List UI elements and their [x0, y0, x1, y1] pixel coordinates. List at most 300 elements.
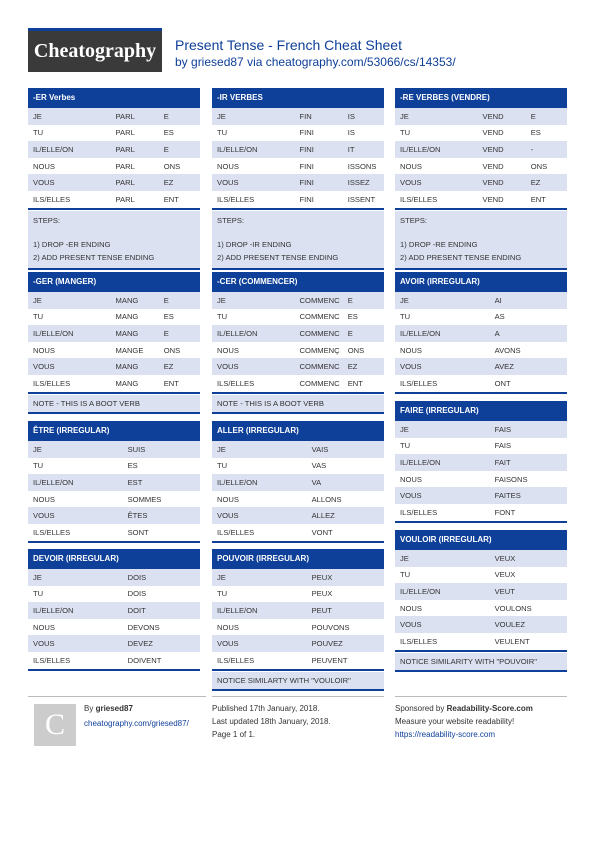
table-row [28, 141, 200, 158]
table-row [212, 325, 384, 342]
table-cell: E [343, 292, 384, 309]
table-cell: EST [123, 474, 200, 491]
table-cell: ENT [159, 191, 200, 208]
table-cell: VEND [478, 191, 526, 208]
table-cell: DEVONS [123, 619, 200, 636]
section-divider [28, 412, 200, 414]
table-cell: VOUS [212, 358, 295, 375]
section-divider [212, 541, 384, 543]
table-cell: E [159, 108, 200, 125]
table-row [28, 474, 200, 491]
table-cell: IT [343, 141, 384, 158]
table-cell: FAISONS [490, 471, 567, 488]
conjugation-table [28, 569, 200, 669]
conjugation-table [395, 550, 567, 650]
table-cell: COMMENC [295, 375, 343, 392]
table-cell: JE [395, 292, 490, 309]
table-row [212, 309, 384, 326]
steps-block [212, 211, 384, 269]
table-row [28, 309, 200, 326]
table-cell: PARL [111, 125, 159, 142]
table-row [395, 292, 567, 309]
table-cell: ISSONS [343, 158, 384, 175]
table-cell: A [490, 325, 567, 342]
table-row [212, 441, 384, 458]
table-cell: VOUS [212, 635, 307, 652]
table-row [395, 550, 567, 567]
table-cell: ISSEZ [343, 174, 384, 191]
conjugation-table [212, 108, 384, 208]
footer-sponsor [395, 696, 567, 741]
table-cell: IL/ELLE/ON [212, 325, 295, 342]
section-divider [212, 689, 384, 691]
table-cell: ES [159, 125, 200, 142]
table-cell: ILS/ELLES [28, 375, 111, 392]
table-cell: ENT [526, 191, 567, 208]
table-row [28, 108, 200, 125]
table-cell: PEUVENT [307, 652, 384, 669]
table-cell: JE [212, 569, 307, 586]
table-row [212, 191, 384, 208]
table-row [395, 375, 567, 392]
table-cell: ONS [159, 158, 200, 175]
table-row [395, 583, 567, 600]
table-cell: FAIS [490, 438, 567, 455]
byline [175, 55, 456, 69]
table-cell: ILS/ELLES [212, 191, 295, 208]
table-cell: PEUX [307, 586, 384, 603]
section-title: -CER (COMMENCER) [212, 272, 384, 292]
table-cell: PARL [111, 174, 159, 191]
table-cell: AVONS [490, 342, 567, 359]
table-row [212, 292, 384, 309]
table-row [395, 158, 567, 175]
section-devoir [28, 549, 200, 671]
table-row [28, 652, 200, 669]
section-divider [395, 208, 567, 210]
table-row [28, 491, 200, 508]
section-divider [212, 412, 384, 414]
table-row [28, 325, 200, 342]
table-cell: ILS/ELLES [395, 191, 478, 208]
step-item: 2) ADD PRESENT TENSE ENDING [400, 252, 522, 262]
table-cell: IL/ELLE/ON [28, 325, 111, 342]
steps-heading: STEPS: [400, 215, 428, 225]
table-cell: ÊTES [123, 507, 200, 524]
table-cell: ONT [490, 375, 567, 392]
table-row [395, 504, 567, 521]
table-cell: VEND [478, 125, 526, 142]
table-row [212, 491, 384, 508]
table-row [28, 191, 200, 208]
section-divider [28, 541, 200, 543]
via-text: via [243, 55, 266, 69]
table-row [395, 141, 567, 158]
table-cell: COMMENC [295, 358, 343, 375]
table-cell: DOIVENT [123, 652, 200, 669]
section-divider [212, 268, 384, 270]
table-cell: IL/ELLE/ON [28, 602, 123, 619]
footer-author-link[interactable]: cheatography.com/griesed87/ [84, 719, 189, 728]
table-cell: VOUS [28, 635, 123, 652]
table-row [28, 441, 200, 458]
table-row [28, 524, 200, 541]
table-cell: DEVEZ [123, 635, 200, 652]
table-row [395, 108, 567, 125]
table-cell: FIN [295, 108, 343, 125]
table-cell: FINI [295, 158, 343, 175]
table-row [395, 487, 567, 504]
table-cell: VAIS [307, 441, 384, 458]
table-cell: POUVEZ [307, 635, 384, 652]
table-cell: TU [212, 586, 307, 603]
section-title: AVOIR (IRREGULAR) [395, 272, 567, 292]
table-cell: ENT [343, 375, 384, 392]
table-row [395, 471, 567, 488]
author-avatar[interactable]: C [34, 704, 76, 746]
table-cell: PEUX [307, 569, 384, 586]
table-cell: VOUS [212, 174, 295, 191]
step-item: 2) ADD PRESENT TENSE ENDING [33, 252, 155, 262]
section-title: VOULOIR (IRREGULAR) [395, 530, 567, 550]
section-faire [395, 401, 567, 523]
table-row [212, 108, 384, 125]
table-row [28, 174, 200, 191]
table-row [395, 438, 567, 455]
table-cell: PARL [111, 158, 159, 175]
table-cell: NOUS [395, 600, 490, 617]
table-row [28, 358, 200, 375]
table-row [395, 358, 567, 375]
table-cell: E [159, 141, 200, 158]
steps-block [395, 211, 567, 269]
table-cell: TU [28, 309, 111, 326]
table-cell: ALLEZ [307, 507, 384, 524]
table-cell: ILS/ELLES [212, 375, 295, 392]
table-cell: MANGE [111, 342, 159, 359]
table-cell: ES [526, 125, 567, 142]
section-divider [28, 268, 200, 270]
table-cell: ENT [159, 375, 200, 392]
table-cell: JE [28, 441, 123, 458]
table-row [395, 174, 567, 191]
table-cell: IL/ELLE/ON [395, 325, 490, 342]
table-cell: NOUS [395, 342, 490, 359]
table-row [212, 586, 384, 603]
table-cell: SUIS [123, 441, 200, 458]
section-divider [395, 670, 567, 672]
table-cell: IL/ELLE/ON [28, 474, 123, 491]
sponsor-link[interactable]: https://readability-score.com [395, 730, 496, 739]
footer-dates [212, 696, 384, 741]
table-row [212, 125, 384, 142]
table-cell: VOUS [395, 487, 490, 504]
table-cell: NOUS [212, 342, 295, 359]
conjugation-table [395, 292, 567, 392]
table-cell: VOUS [28, 358, 111, 375]
section-etre [28, 421, 200, 543]
table-row [395, 342, 567, 359]
table-cell: VONT [307, 524, 384, 541]
page-title: Present Tense - French Cheat Sheet [175, 37, 402, 53]
section-title: ÊTRE (IRREGULAR) [28, 421, 200, 441]
table-cell: NOUS [395, 158, 478, 175]
table-cell: FINI [295, 141, 343, 158]
table-cell: FINI [295, 174, 343, 191]
table-row [28, 619, 200, 636]
table-row [212, 474, 384, 491]
table-row [212, 141, 384, 158]
table-row [395, 633, 567, 650]
table-cell: TU [28, 125, 111, 142]
footer-author-name[interactable]: griesed87 [95, 704, 133, 713]
table-cell: TU [395, 125, 478, 142]
step-item: 1) DROP -ER ENDING [33, 240, 111, 250]
table-cell: IL/ELLE/ON [28, 141, 111, 158]
table-cell: FINI [295, 125, 343, 142]
conjugation-table [395, 108, 567, 208]
table-cell: FAIS [490, 421, 567, 438]
section-title: -GER (MANGER) [28, 272, 200, 292]
table-cell: VEUX [490, 567, 567, 584]
table-cell: ES [343, 309, 384, 326]
table-cell: SONT [123, 524, 200, 541]
by-prefix: by [175, 55, 192, 69]
table-cell: ONS [159, 342, 200, 359]
conjugation-table [212, 292, 384, 392]
table-cell: TU [212, 458, 307, 475]
table-cell: TU [212, 125, 295, 142]
section-vouloir [395, 530, 567, 672]
table-cell: VOUS [28, 507, 123, 524]
table-cell: POUVONS [307, 619, 384, 636]
section-title: -RE VERBES (VENDRE) [395, 88, 567, 108]
table-row [28, 342, 200, 359]
table-row [395, 191, 567, 208]
section-divider [395, 521, 567, 523]
table-cell: JE [28, 569, 123, 586]
section-title: -IR VERBES [212, 88, 384, 108]
table-cell: SOMMES [123, 491, 200, 508]
table-cell: NOUS [28, 158, 111, 175]
section-cer [212, 272, 384, 414]
sheet-url-link[interactable]: cheatography.com/53066/cs/14353/ [265, 55, 456, 69]
table-cell: ONS [526, 158, 567, 175]
table-cell: FAIT [490, 454, 567, 471]
section-ir-verbs [212, 88, 384, 270]
table-row [212, 174, 384, 191]
section-note: NOTE - THIS IS A BOOT VERB [28, 395, 200, 412]
table-cell: FAITES [490, 487, 567, 504]
conjugation-table [395, 421, 567, 521]
table-cell: ILS/ELLES [395, 633, 490, 650]
sponsor-name[interactable]: Readability-Score.com [446, 704, 533, 713]
table-cell: VOUS [395, 616, 490, 633]
table-cell: EZ [159, 174, 200, 191]
table-row [395, 309, 567, 326]
table-cell: VEND [478, 158, 526, 175]
step-item: 1) DROP -RE ENDING [400, 240, 478, 250]
footer-author [28, 696, 206, 730]
table-row [395, 567, 567, 584]
table-row [28, 507, 200, 524]
table-cell: MANG [111, 292, 159, 309]
section-divider [212, 208, 384, 210]
section-title: ALLER (IRREGULAR) [212, 421, 384, 441]
table-cell: ONS [343, 342, 384, 359]
table-cell: ILS/ELLES [395, 504, 490, 521]
table-cell: IL/ELLE/ON [395, 141, 478, 158]
table-cell: JE [28, 108, 111, 125]
table-cell: ES [123, 458, 200, 475]
table-cell: PARL [111, 108, 159, 125]
table-cell: JE [395, 108, 478, 125]
section-divider [28, 669, 200, 671]
steps-block [28, 211, 200, 269]
section-note: NOTICE SIMILARTY WITH "VOULOIR" [212, 672, 384, 689]
table-cell: VOUS [28, 174, 111, 191]
step-item: 2) ADD PRESENT TENSE ENDING [217, 252, 339, 262]
section-divider [28, 208, 200, 210]
table-row [395, 421, 567, 438]
section-divider [395, 392, 567, 394]
table-cell: MANG [111, 358, 159, 375]
table-row [212, 158, 384, 175]
table-cell: MANG [111, 375, 159, 392]
table-cell: AI [490, 292, 567, 309]
author-link[interactable]: griesed87 [191, 55, 244, 69]
table-cell: VOULONS [490, 600, 567, 617]
table-cell: - [526, 141, 567, 158]
table-cell: TU [212, 309, 295, 326]
table-cell: IL/ELLE/ON [395, 583, 490, 600]
conjugation-table [28, 441, 200, 541]
table-cell: AS [490, 309, 567, 326]
published-date: Published 17th January, 2018. [212, 704, 320, 713]
table-row [28, 158, 200, 175]
table-cell: FONT [490, 504, 567, 521]
page-number: Page 1 of 1. [212, 730, 256, 739]
section-ger [28, 272, 200, 414]
table-cell: JE [212, 108, 295, 125]
section-title: -ER Verbes [28, 88, 200, 108]
updated-date: Last updated 18th January, 2018. [212, 717, 331, 726]
sponsor-tagline: Measure your website readability! [395, 717, 515, 726]
cheatography-logo[interactable]: Cheatography [28, 28, 162, 72]
table-row [28, 602, 200, 619]
section-divider [212, 669, 384, 671]
table-row [28, 569, 200, 586]
conjugation-table [28, 292, 200, 392]
table-row [395, 325, 567, 342]
table-cell: TU [28, 586, 123, 603]
table-cell: TU [28, 458, 123, 475]
table-cell: COMMENÇ [295, 342, 343, 359]
table-cell: ILS/ELLES [212, 652, 307, 669]
table-cell: PARL [111, 141, 159, 158]
table-cell: VAS [307, 458, 384, 475]
sponsor-prefix: Sponsored by [395, 704, 447, 713]
section-divider [212, 392, 384, 394]
table-cell: AVEZ [490, 358, 567, 375]
table-row [28, 458, 200, 475]
table-cell: ILS/ELLES [212, 524, 307, 541]
table-row [28, 586, 200, 603]
section-divider [395, 268, 567, 270]
table-cell: ILS/ELLES [28, 652, 123, 669]
table-row [212, 524, 384, 541]
table-row [395, 600, 567, 617]
step-item: 1) DROP -IR ENDING [217, 240, 292, 250]
steps-heading: STEPS: [217, 215, 245, 225]
table-cell: COMMENC [295, 325, 343, 342]
table-cell: NOUS [28, 619, 123, 636]
table-cell: JE [395, 421, 490, 438]
table-row [212, 342, 384, 359]
section-note: NOTE - THIS IS A BOOT VERB [212, 395, 384, 412]
table-cell: NOUS [212, 491, 307, 508]
table-row [395, 125, 567, 142]
table-row [395, 616, 567, 633]
table-cell: ILS/ELLES [28, 191, 111, 208]
section-divider [28, 392, 200, 394]
table-cell: COMMENC [295, 292, 343, 309]
section-divider [395, 650, 567, 652]
conjugation-table [28, 108, 200, 208]
section-er-verbs [28, 88, 200, 270]
table-cell: ILS/ELLES [28, 524, 123, 541]
table-cell: MANG [111, 309, 159, 326]
table-cell: E [343, 325, 384, 342]
table-cell: IL/ELLE/ON [395, 454, 490, 471]
section-avoir [395, 272, 567, 394]
table-cell: VEULENT [490, 633, 567, 650]
section-title: DEVOIR (IRREGULAR) [28, 549, 200, 569]
table-cell: VEND [478, 174, 526, 191]
footer-by-label: By [84, 704, 96, 713]
table-row [212, 507, 384, 524]
table-cell: ILS/ELLES [395, 375, 490, 392]
table-cell: DOIS [123, 586, 200, 603]
table-row [212, 619, 384, 636]
section-title: POUVOIR (IRREGULAR) [212, 549, 384, 569]
section-re-verbs [395, 88, 567, 270]
table-cell: VOUS [212, 507, 307, 524]
table-cell: IS [343, 125, 384, 142]
table-cell: JE [28, 292, 111, 309]
table-cell: PEUT [307, 602, 384, 619]
table-cell: E [159, 325, 200, 342]
table-row [212, 358, 384, 375]
table-row [28, 125, 200, 142]
table-cell: MANG [111, 325, 159, 342]
table-cell: ES [159, 309, 200, 326]
table-row [212, 635, 384, 652]
table-cell: EZ [159, 358, 200, 375]
table-row [395, 454, 567, 471]
table-cell: VEND [478, 141, 526, 158]
table-cell: JE [212, 441, 307, 458]
table-cell: VA [307, 474, 384, 491]
table-cell: NOUS [28, 491, 123, 508]
table-cell: JE [395, 550, 490, 567]
table-cell: DOIT [123, 602, 200, 619]
table-cell: IL/ELLE/ON [212, 474, 307, 491]
table-cell: ALLONS [307, 491, 384, 508]
steps-heading: STEPS: [33, 215, 61, 225]
conjugation-table [212, 569, 384, 669]
table-cell: VEND [478, 108, 526, 125]
